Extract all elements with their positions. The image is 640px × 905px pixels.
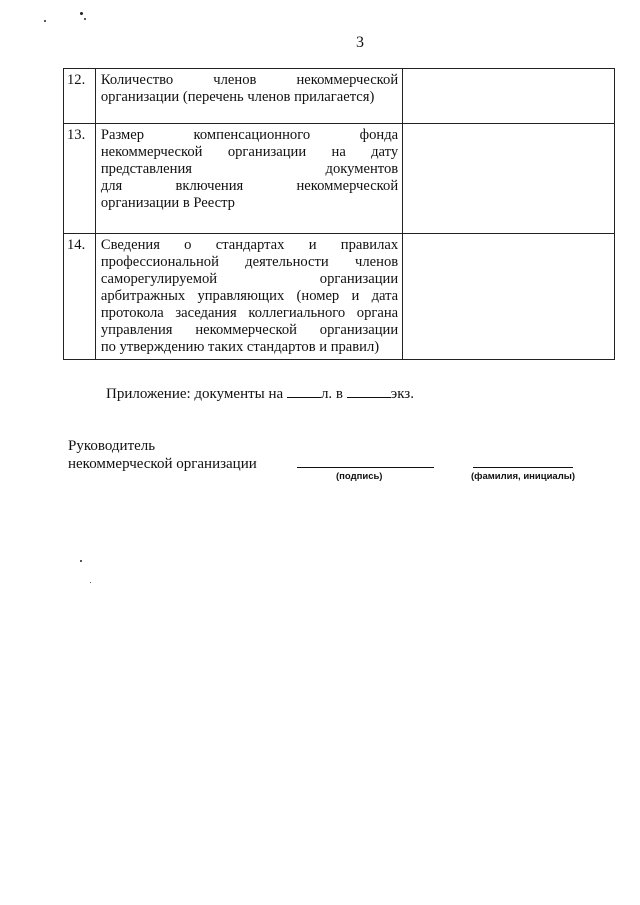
description-line: организации в Реестр [100,195,235,211]
description-line: Размер компенсационного фонда [100,127,399,143]
application-form-table [63,68,615,360]
description-line: управления некоммерческой организации [100,322,399,338]
scan-speck [84,18,86,20]
signer-title-line1: Руководитель [68,438,156,454]
attachment-line [106,383,414,403]
row-description [95,69,402,124]
table-row [64,69,615,124]
signature-line[interactable] [297,467,434,468]
row-value-cell[interactable] [403,234,615,360]
scan-speck [80,560,82,562]
row-number: 14. [64,234,96,360]
row-value-cell[interactable] [403,124,615,234]
signer-title [68,437,257,473]
name-caption: (фамилия, инициалы) [471,471,576,482]
description-line: протокола заседания коллегиального органа [100,305,399,321]
row-number: 13. [64,124,96,234]
name-line[interactable] [473,467,573,468]
row-value-cell[interactable] [403,69,615,124]
signature-caption: (подпись) [336,471,383,482]
table-row [64,234,615,360]
attachment-suffix: экз. [390,386,414,402]
row-number: 12. [64,69,96,124]
description-line: по утверждению таких стандартов и правил) [100,339,380,355]
scan-speck [44,20,46,22]
signer-title-line2: некоммерческой организации [68,456,257,472]
description-line: Сведения о стандартах и правилах [100,237,399,253]
description-line: профессиональной деятельности членов [100,254,399,270]
scan-speck [90,582,91,583]
row-description [95,124,402,234]
attachment-prefix: Приложение: документы на [106,386,287,402]
row-description [95,234,402,360]
description-line: для включения некоммерческой [100,178,399,194]
description-line: арбитражных управляющих (номер и дата [100,288,399,304]
attachment-middle: л. в [320,386,347,402]
scan-speck [80,12,83,15]
page-number: 3 [356,34,364,51]
pages-count-blank[interactable] [287,383,321,398]
table-row [64,124,615,234]
copies-count-blank[interactable] [347,383,391,398]
description-line: саморегулируемой организации [100,271,399,287]
description-line: некоммерческой организации на дату [100,144,399,160]
description-line: Количество членов некоммерческой [100,72,399,88]
description-line: представления документов [100,161,399,177]
description-line: организации (перечень членов прилагается) [100,89,375,105]
